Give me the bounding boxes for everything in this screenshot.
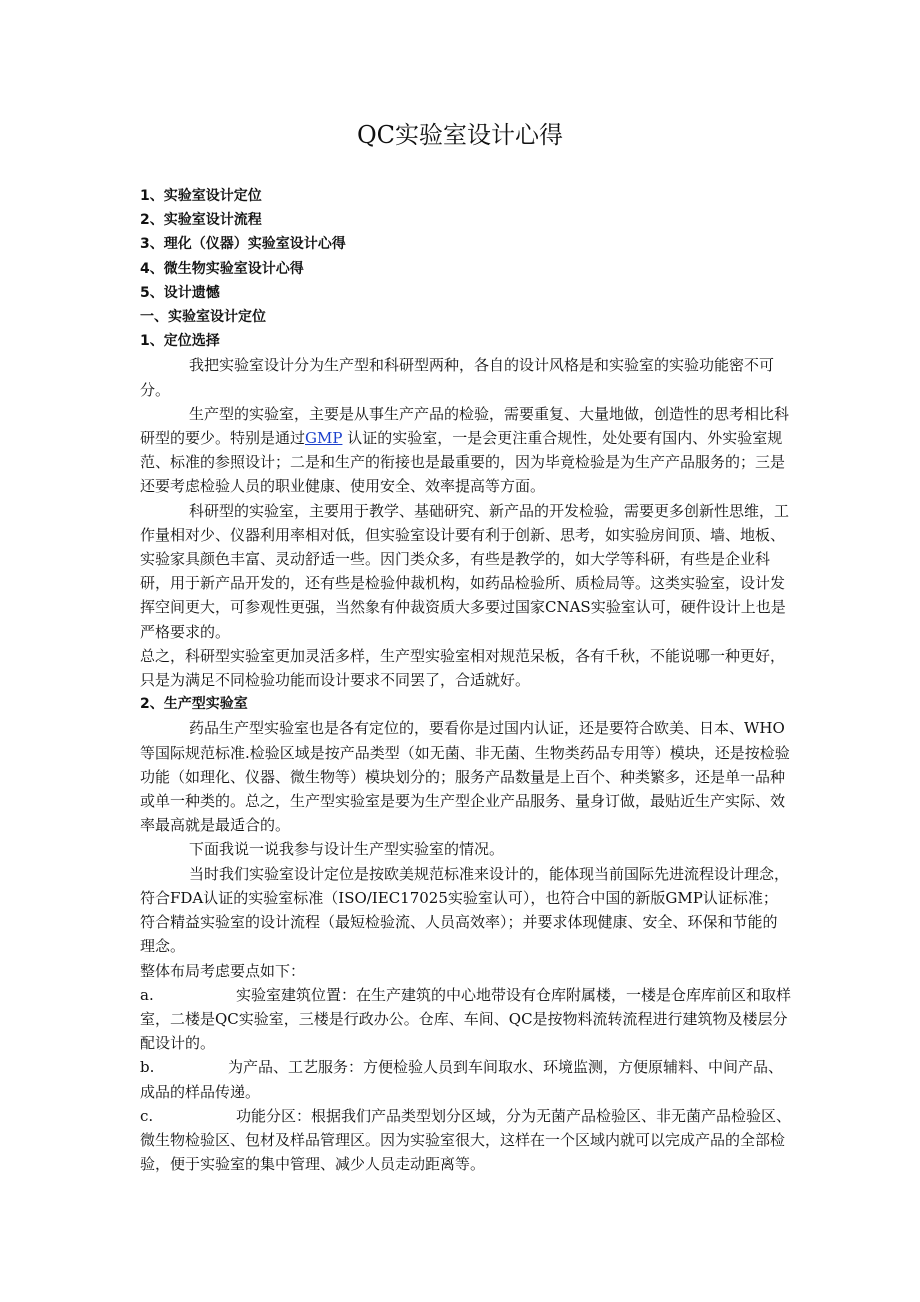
list-item (140, 983, 792, 1056)
subsection-heading: 2、生产型实验室 (140, 696, 248, 713)
paragraph-text: 认证的实验室，一是会更注重合规性，处处要有国内、外实验室规范、标准的参照设计；二是和生产的衔接也是最重要的，因为毕竟检验是为生产产品服务的；三是还要考虑检验人员的职业健康、使用安全、效率提高等方面。 (140, 429, 786, 496)
page-title: QC实验室设计心得 (356, 121, 564, 149)
paragraph: 药品生产型实验室也是各有定位的，要看你是过国内认证，还是要符合欧美、日本、WHO等国际规范标准.检验区域是按产品类型（如无菌、非无菌、生物类药品专用等）模块，还是按检验功能（如理化、仪器、微生物等）模块划分的；服务产品数量是上百个、种类繁多，还是单一品种或单一种类的。总之，生产型实验室是要为生产型企业产品服务、量身订做，最贴近生产实际、效率最高就是最适合的。 (140, 719, 790, 835)
paragraph (140, 402, 792, 499)
list-item (140, 1055, 792, 1103)
paragraph-text: 生产型的实验室，主要是从事生产产品的检验，需要重复、大量地做，创造性的思考相比科研型的要少。特别是通过 (140, 404, 790, 448)
list-item-text: 功能分区：根据我们产品类型划分区域，分为无菌产品检验区、非无菌产品检验区、微生物检验区、包材及样品管理区。因为实验室很大，这样在一个区域内就可以完成产品的全部检验，便于实验室的集中管理、减少人员走动距离等。 (140, 1106, 792, 1174)
paragraph: 下面我说一说我参与设计生产型实验室的情况。 (189, 840, 505, 859)
toc-item: 1、实验室设计定位 (140, 188, 262, 204)
table-of-contents (140, 184, 792, 305)
paragraph: 整体布局考虑要点如下： (140, 961, 306, 980)
list-marker: c. (140, 1106, 154, 1125)
list-marker: b. (140, 1058, 155, 1077)
list-item-text: 为产品、工艺服务：方便检验人员到车间取水、环境监测，方便原辅料、中间产品、成品的样品传递。 (140, 1058, 784, 1101)
toc-item: 4、微生物实验室设计心得 (140, 260, 304, 277)
subsection-heading: 1、定位选择 (140, 333, 220, 350)
list-item (140, 1104, 792, 1177)
paragraph: 当时我们实验室设计定位是按欧美规范标准来设计的，能体现当前国际先进流程设计理念，符合FDA认证的实验室标准（ISO/IEC17025实验室认可），也符合中国的新版GMP认证标准；符合精益实验室的设计流程（最短检验流、人员高效率）；并要求体现健康、安全、环保和节能的理念。 (140, 864, 790, 956)
section-heading: 一、实验室设计定位 (140, 309, 266, 326)
document-body (140, 184, 792, 1176)
toc-item: 2、实验室设计流程 (140, 212, 262, 229)
paragraph: 科研型的实验室，主要用于教学、基础研究、新产品的开发检验，需要更多创新性思维，工作量相对少、仪器利用率相对低，但实验室设计要有利于创新、思考，如实验房间顶、墙、地板、实验家具颜色丰富、灵动舒适一些。因门类众多，有些是教学的，如大学等科研，有些是企业科研，用于新产品开发的，还有些是检验仲裁机构，如药品检验所、质检局等。这类实验室，设计发挥空间更大，可参观性更强，当然象有仲裁资质大多要过国家CNAS实验室认可，硬件设计上也是严格要求的。 (140, 501, 790, 641)
paragraph: 总之，科研型实验室更加灵活多样，生产型实验室相对规范呆板，各有千秋，不能说哪一种更好，只是为满足不同检验功能而设计要求不同罢了，合适就好。 (140, 646, 786, 690)
list-item-text: 实验室建筑位置：在生产建筑的中心地带设有仓库附属楼，一楼是仓库库前区和取样室，二楼是QC实验室，三楼是行政办公。仓库、车间、QC是按物料流转流程进行建筑物及楼层分配设计的。 (140, 985, 792, 1053)
toc-item: 5、设计遗憾 (140, 284, 220, 301)
list-marker: a. (140, 985, 154, 1004)
paragraph: 我把实验室设计分为生产型和科研型两种，各自的设计风格是和实验室的实验功能密不可分。 (140, 356, 775, 399)
gmp-link[interactable]: GMP (305, 429, 343, 448)
toc-item: 3、理化（仪器）实验室设计心得 (140, 236, 346, 253)
